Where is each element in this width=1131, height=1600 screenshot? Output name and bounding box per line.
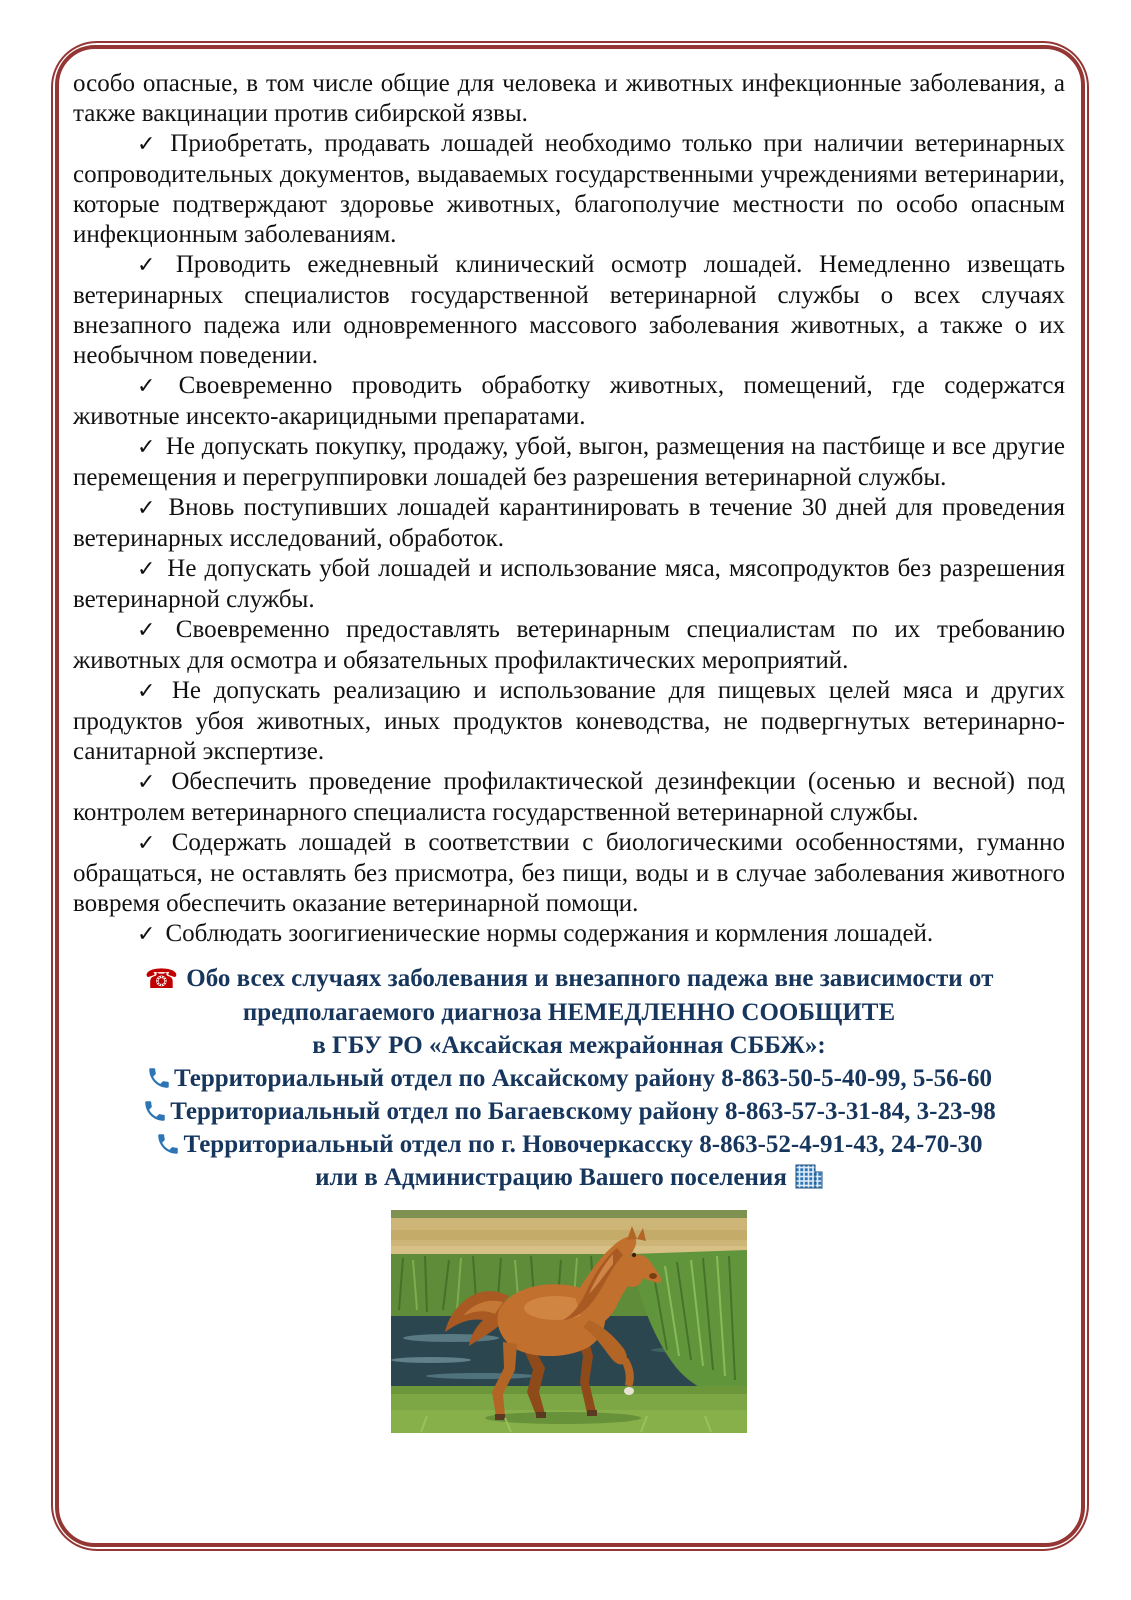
bullet-paragraph xyxy=(73,493,1065,554)
checkmark-icon: ✓ xyxy=(137,679,162,704)
bullet-paragraph xyxy=(73,371,1065,432)
checkmark-icon: ✓ xyxy=(137,922,156,947)
phone-receiver-icon xyxy=(142,1098,168,1124)
bullet-paragraph xyxy=(73,676,1065,767)
paragraph-text: Обеспечить проведение профилактической дезинфекции (осенью и весной) под контролем ветеринарного специалиста государственной ветеринарной службы. xyxy=(73,768,1065,826)
closing-text: или в Администрацию Вашего поселения xyxy=(315,1164,787,1191)
horse-photo-illustration xyxy=(391,1210,747,1433)
bullet-paragraph xyxy=(73,919,1065,950)
contact-text: Обо всех случаях заболевания и внезапного падежа вне зависимости от xyxy=(186,965,994,992)
contact-phone-line xyxy=(73,1062,1065,1095)
phone-line-text: Территориальный отдел по Аксайскому району 8-863-50-5-40-99, 5-56-60 xyxy=(174,1065,992,1092)
page-content xyxy=(63,53,1077,1539)
paragraph-text: особо опасные, в том числе общие для человека и животных инфекционные заболевания, а также вакцинации против сибирской язвы. xyxy=(73,70,1065,127)
paragraph-text: Своевременно предоставлять ветеринарным специалистам по их требованию животных для осмотра и обязательных профилактических мероприятий. xyxy=(73,616,1065,674)
contact-intro-line-3: в ГБУ РО «Аксайская межрайонная СББЖ»: xyxy=(312,1032,826,1059)
checkmark-icon: ✓ xyxy=(137,831,162,856)
paragraph-text: Не допускать покупку, продажу, убой, выгон, размещения на пастбище и все другие перемещения и перегруппировки лошадей без разрешения ветеринарной службы. xyxy=(73,433,1065,491)
checkmark-icon: ✓ xyxy=(137,557,158,582)
intro-paragraph xyxy=(73,69,1065,129)
bullet-paragraph xyxy=(73,129,1065,250)
contact-phone-line xyxy=(73,1095,1065,1128)
contact-intro-line-1 xyxy=(73,962,1065,996)
checkmark-icon: ✓ xyxy=(137,374,169,399)
paragraph-text: Своевременно проводить обработку животных, помещений, где содержатся животные инсекто-акарицидными препаратами. xyxy=(73,372,1065,430)
bullet-paragraph xyxy=(73,432,1065,493)
paragraph-text: Приобретать, продавать лошадей необходимо только при наличии ветеринарных сопроводительных документов, выдаваемых государственными учреждениями ветеринарии, которые подтверждают здоровье животных, благополучие местности по особо опасным инфекционным заболеваниям. xyxy=(73,130,1065,248)
phone-receiver-icon xyxy=(155,1131,181,1157)
contact-closing-line xyxy=(73,1161,1065,1194)
contact-intro-line-2: предполагаемого диагноза НЕМЕДЛЕННО СООБЩИТЕ xyxy=(242,999,896,1026)
horse-photo xyxy=(391,1210,747,1433)
paragraph-text: Вновь поступивших лошадей карантинировать в течение 30 дней для проведения ветеринарных исследований, обработок. xyxy=(73,494,1065,552)
checkmark-icon: ✓ xyxy=(137,132,161,157)
red-telephone-icon: ☎ xyxy=(144,964,179,995)
page-border-inner xyxy=(55,45,1085,1547)
contact-block xyxy=(73,962,1065,1194)
phone-receiver-icon xyxy=(146,1065,172,1091)
paragraph-text: Не допускать реализацию и использование для пищевых целей мяса и других продуктов убоя животных, иных продуктов коневодства, не подвергнутых ветеринарно-санитарной экспертизе. xyxy=(73,677,1065,765)
phone-line-text: Территориальный отдел по г. Новочеркасску 8-863-52-4-91-43, 24-70-30 xyxy=(183,1131,983,1158)
paragraph-text: Не допускать убой лошадей и использование мяса, мясопродуктов без разрешения ветеринарной службы. xyxy=(73,555,1065,613)
checkmark-icon: ✓ xyxy=(137,496,159,521)
bullet-paragraph xyxy=(73,554,1065,615)
building-icon xyxy=(795,1163,823,1189)
bullet-paragraph xyxy=(73,615,1065,676)
bullet-paragraph xyxy=(73,250,1065,371)
bullet-paragraph xyxy=(73,828,1065,919)
checkmark-icon: ✓ xyxy=(137,770,162,795)
phone-line-text: Территориальный отдел по Багаевскому району 8-863-57-3-31-84, 3-23-98 xyxy=(170,1098,996,1125)
paragraph-text: Содержать лошадей в соответствии с биологическими особенностями, гуманно обращаться, не оставлять без присмотра, без пищи, воды и в случае заболевания животного вовремя обеспечить оказание ветеринарной помощи. xyxy=(73,829,1066,917)
bullet-paragraph xyxy=(73,767,1065,828)
checkmark-icon: ✓ xyxy=(137,253,166,278)
contact-phone-line xyxy=(73,1128,1065,1161)
paragraph-text: Соблюдать зоогигиенические нормы содержания и кормления лошадей. xyxy=(165,920,934,947)
page-border xyxy=(51,41,1089,1551)
checkmark-icon: ✓ xyxy=(137,618,166,643)
paragraph-text: Проводить ежедневный клинический осмотр лошадей. Немедленно извещать ветеринарных специалистов государственной ветеринарной службы о всех случаях внезапного падежа или одновременного массового заболевания животных, а также о их необычном поведении. xyxy=(73,251,1065,369)
checkmark-icon: ✓ xyxy=(137,435,156,460)
